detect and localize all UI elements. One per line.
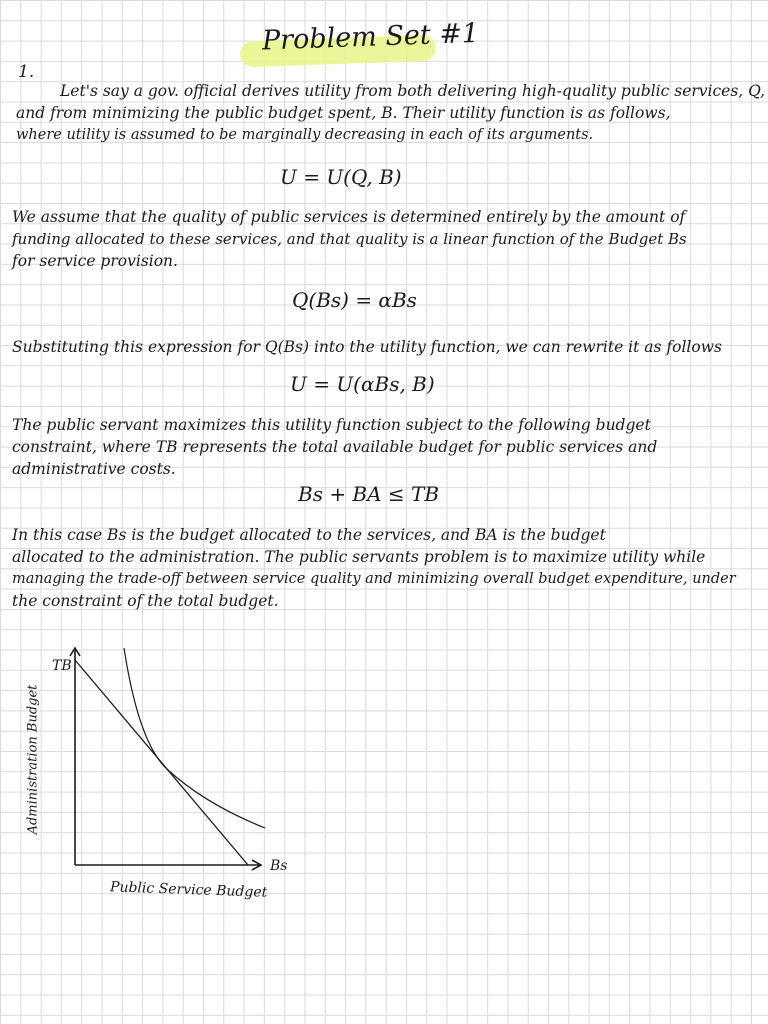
paragraph-line: and from minimizing the public budget spent, B. Their utility function is as follows, [16,104,671,122]
budget-graph [20,640,320,920]
paragraph-line: for service provision. [12,252,178,270]
equation-utility-substituted: U = U(αBs, B) [290,372,435,396]
y-axis-top-label: TB [52,658,72,674]
paragraph-line: managing the trade-off between service quality and minimizing overall budget expenditure, under [12,571,736,587]
equation-quality: Q(Bs) = αBs [292,288,417,312]
paragraph-2 [12,206,687,272]
paragraph-line: allocated to the administration. The public servants problem is to maximize utility while [12,548,706,566]
y-axis-title: Administration Budget [25,684,41,835]
paragraph-4 [12,414,657,480]
equation-budget-constraint: Bs + BA ≤ TB [298,482,440,506]
paragraph-line: Substituting this expression for Q(Bs) into the utility function, we can rewrite it as follows [12,338,722,356]
paragraph-3 [12,336,722,358]
page-title: Problem Set #1 [261,17,480,57]
paragraph-line: Let's say a gov. official derives utility from both delivering high-quality public services, Q, [60,82,766,100]
paragraph-1 [16,80,766,146]
paragraph-5 [12,524,736,612]
equation-utility: U = U(Q, B) [280,165,402,189]
paragraph-line: funding allocated to these services, and that quality is a linear function of the Budget Bs [12,230,687,248]
paragraph-line: administrative costs. [12,460,176,478]
paragraph-line: We assume that the quality of public services is determined entirely by the amount of [12,208,686,226]
title-block [240,14,480,70]
paragraph-line: the constraint of the total budget. [12,592,279,610]
x-axis-title: Public Service Budget [109,879,268,901]
paragraph-line: where utility is assumed to be marginally decreasing in each of its arguments. [16,127,594,143]
x-axis-end-label: Bs [270,858,288,874]
problem-number: 1. [18,62,35,82]
paragraph-line: In this case Bs is the budget allocated to the services, and BA is the budget [12,526,606,544]
paragraph-line: constraint, where TB represents the total available budget for public services and [12,438,658,456]
paragraph-line: The public servant maximizes this utility function subject to the following budget [12,416,651,434]
